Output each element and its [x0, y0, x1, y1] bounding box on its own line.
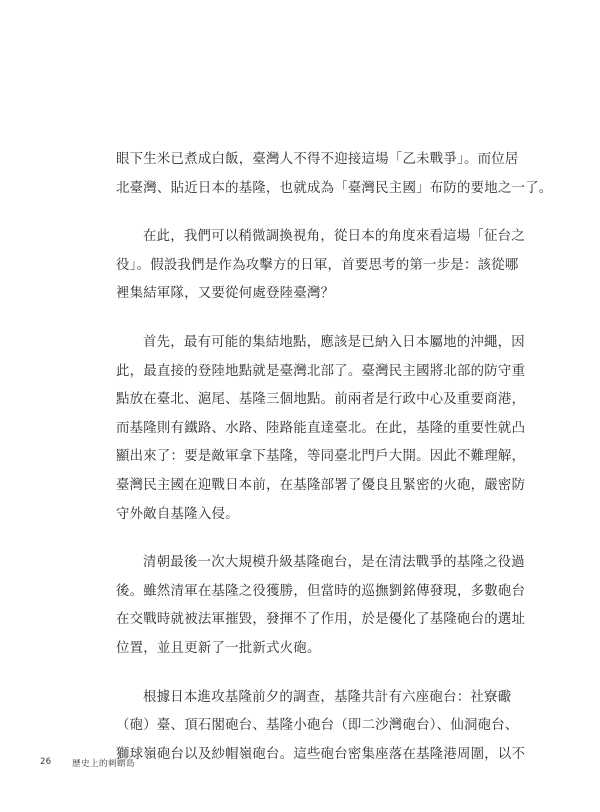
line-text: 獅球嶺砲台以及紗帽嶺砲台。這些砲台密集座落在基隆港周圍，以不 — [116, 746, 526, 762]
text-line — [116, 329, 525, 358]
text-line — [116, 175, 553, 204]
line-text: 顯出來了：要是敵軍拿下基隆，等同臺北門戶大開。因此不難理解， — [116, 449, 526, 465]
text-line — [116, 146, 519, 175]
body-paragraph — [116, 684, 526, 770]
line-text: 此，最直接的登陸地點就是臺灣北部了。臺灣民主國將北部的防守重 — [116, 363, 526, 379]
text-line — [116, 252, 519, 281]
text-line — [116, 741, 526, 770]
line-text: 臺灣民主國在迎戰日本前，在基隆部署了優良且緊密的火砲，嚴密防 — [116, 477, 526, 493]
line-text: 在此，我們可以稍微調換視角，從日本的角度來看這場「征台之 — [143, 229, 525, 245]
body-paragraph — [116, 549, 526, 663]
text-line — [116, 606, 526, 635]
line-text: 眼下生米已煮成白飯，臺灣人不得不迎接這場「乙未戰爭」。而位居 — [116, 152, 519, 167]
text-line — [116, 684, 512, 713]
page-number: 26 — [40, 757, 52, 767]
line-text: 首先，最有可能的集結地點，應該是已納入日本屬地的沖繩，因 — [143, 334, 525, 350]
line-text: 後。雖然清軍在基隆之役獲勝，但當時的巡撫劉銘傳發現，多數砲台 — [116, 583, 526, 599]
line-text: 北臺灣、貼近日本的基隆，也就成為「臺灣民主國」布防的要地之一了。 — [116, 180, 553, 196]
text-line — [116, 549, 525, 578]
text-line — [116, 443, 526, 472]
text-line — [116, 223, 525, 252]
text-line — [116, 578, 526, 607]
body-paragraph — [116, 146, 553, 203]
text-line — [116, 712, 519, 741]
line-text: 位置，並且更新了一批新式火砲。 — [116, 640, 321, 656]
text-line — [116, 280, 498, 309]
line-text: （砲）臺、頂石閣砲台、基隆小砲台（即二沙灣砲台）、仙洞砲台、 — [116, 718, 519, 734]
body-text — [116, 146, 553, 789]
line-text: 守外敵自基隆入侵。 — [116, 506, 239, 522]
text-line — [116, 635, 498, 664]
line-text: 裡集結軍隊，又要從何處登陸臺灣？ — [116, 286, 335, 302]
text-line — [116, 386, 526, 415]
body-paragraph — [116, 223, 525, 309]
text-line — [116, 358, 526, 387]
line-text: 而基隆則有鐵路、水路、陸路能直達臺北。在此，基隆的重要性就凸 — [116, 420, 526, 436]
running-book-title: 歷史上的刺蝟島 — [72, 759, 135, 769]
line-text: 在交戰時就被法軍摧毀，發揮不了作用，於是優化了基隆砲台的選址 — [116, 612, 526, 628]
line-text: 役」。假設我們是作為攻擊方的日軍，首要思考的第一步是：該從哪 — [116, 257, 519, 273]
body-paragraph — [116, 329, 526, 529]
line-text: 點放在臺北、滬尾、基隆三個地點。前兩者是行政中心及重要商港， — [116, 392, 526, 408]
line-text: 清朝最後一次大規模升級基隆砲台，是在清法戰爭的基隆之役過 — [143, 555, 525, 571]
text-line — [116, 472, 526, 501]
text-line — [116, 501, 498, 530]
line-text: 根據日本進攻基隆前夕的調查，基隆共計有六座砲台：社寮礮 — [143, 689, 512, 705]
text-line — [116, 415, 526, 444]
